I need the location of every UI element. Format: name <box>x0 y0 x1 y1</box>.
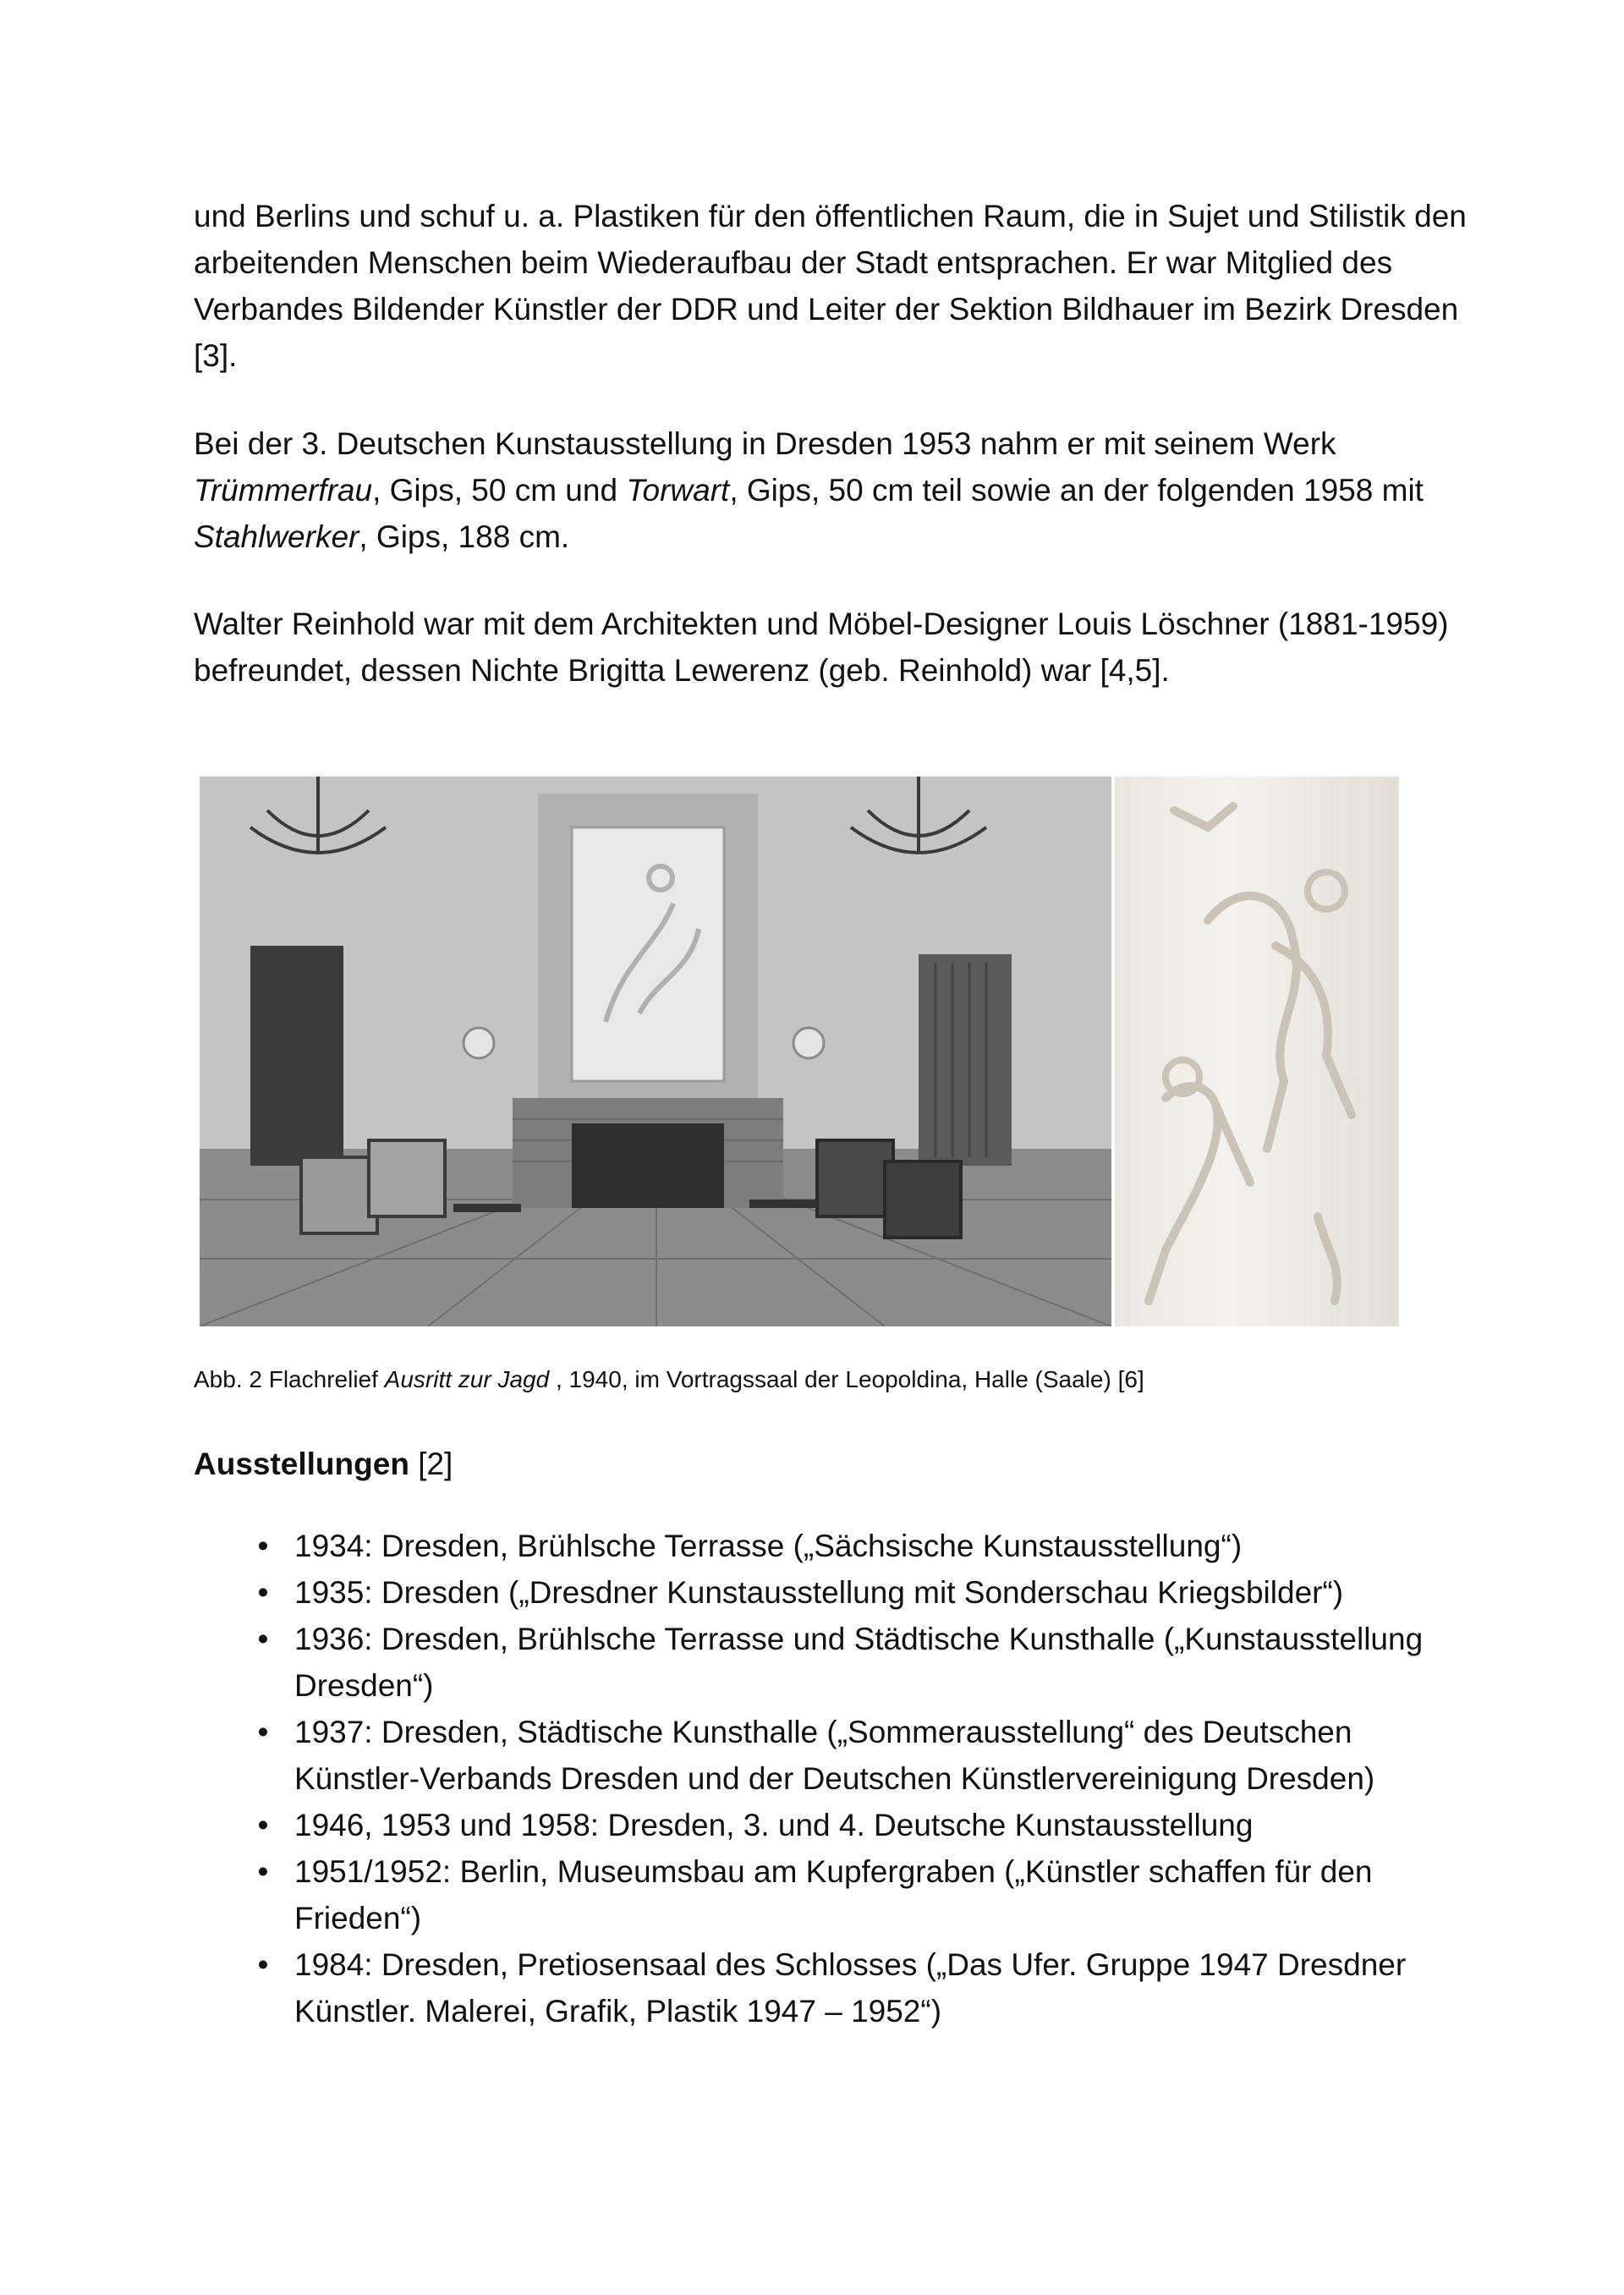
list-item-text: 1936: Dresden, Brühlsche Terrasse und Städtische Kunsthalle („Kunstausstellung Dresden“) <box>294 1622 1424 1703</box>
list-item <box>250 1523 1468 1569</box>
list-item-text: 1935: Dresden („Dresdner Kunstausstellung mit Sonderschau Kriegsbilder“) <box>294 1575 1344 1610</box>
caption-suffix: , 1940, im Vortragssaal der Leopoldina, Halle (Saale) [6] <box>549 1366 1144 1392</box>
p2-text-b: , Gips, 50 cm und <box>372 473 627 508</box>
bullet-icon: • <box>257 1947 269 1982</box>
caption-prefix: Abb. 2 Flachrelief <box>194 1366 385 1392</box>
paragraph-exhibition-1953 <box>194 420 1471 560</box>
bullet-icon: • <box>257 1808 269 1842</box>
section-heading-exhibitions <box>194 1443 453 1485</box>
p2-text-d: , Gips, 188 cm. <box>359 519 570 554</box>
bullet-icon: • <box>257 1575 269 1610</box>
heading-reference: [2] <box>409 1447 453 1481</box>
bullet-icon: • <box>257 1715 269 1749</box>
work-title-stahlwerker: Stahlwerker <box>194 519 359 554</box>
bullet-icon: • <box>257 1622 269 1656</box>
relief-detail-photo <box>1115 777 1399 1326</box>
list-item <box>250 1941 1468 2034</box>
heading-text: Ausstellungen <box>194 1447 409 1481</box>
caption-work-title: Ausritt zur Jagd <box>384 1366 550 1392</box>
figure-caption <box>194 1364 1471 1395</box>
lecture-hall-photo <box>200 777 1111 1326</box>
list-item <box>250 1802 1468 1848</box>
bullet-icon: • <box>257 1529 269 1563</box>
relief-illustration <box>1115 777 1399 1326</box>
work-title-torwart: Torwart <box>626 473 730 508</box>
list-item-text: 1984: Dresden, Pretiosensaal des Schlosses („Das Ufer. Gruppe 1947 Dresdner Künstler. Malerei, Grafik, Plastik 1947 – 1952“) <box>294 1947 1407 2029</box>
list-item <box>250 1569 1468 1616</box>
p2-text-c: , Gips, 50 cm teil sowie an der folgenden 1958 mit <box>729 473 1424 508</box>
list-item <box>250 1709 1468 1802</box>
list-item-text: 1934: Dresden, Brühlsche Terrasse („Sächsische Kunstausstellung“) <box>294 1529 1243 1563</box>
paragraph-biography: und Berlins und schuf u. a. Plastiken für den öffentlichen Raum, die in Sujet und Stilistik den arbeitenden Menschen beim Wiederaufbau der Stadt entsprachen. Er war Mitglied des Verbandes Bildender Künstler der DDR und Leiter der Sektion Bildhauer im Bezirk Dresden [3]. <box>194 199 1467 373</box>
list-item-text: 1937: Dresden, Städtische Kunsthalle („Sommerausstellung“ des Deutschen Künstler-Verbands Dresden und der Deutschen Künstlervereinigung Dresden) <box>294 1715 1375 1796</box>
p2-text-a: Bei der 3. Deutschen Kunstausstellung in Dresden 1953 nahm er mit seinem Werk <box>194 426 1336 461</box>
bullet-icon: • <box>257 1854 269 1889</box>
list-item-text: 1946, 1953 und 1958: Dresden, 3. und 4. Deutsche Kunstausstellung <box>294 1808 1254 1842</box>
lecture-hall-illustration <box>200 777 1111 1326</box>
list-item-text: 1951/1952: Berlin, Museumsbau am Kupfergraben („Künstler schaffen für den Frieden“) <box>294 1854 1373 1935</box>
list-item <box>250 1616 1468 1709</box>
work-title-truemmerfrau: Trümmerfrau <box>194 473 373 508</box>
figure <box>200 777 1399 1326</box>
list-item <box>250 1848 1468 1941</box>
paragraph-friendship: Walter Reinhold war mit dem Architekten und Möbel-Designer Louis Löschner (1881-1959) befreundet, dessen Nichte Brigitta Lewerenz (geb. Reinhold) war [4,5]. <box>194 607 1449 688</box>
exhibition-list <box>250 1523 1468 2034</box>
